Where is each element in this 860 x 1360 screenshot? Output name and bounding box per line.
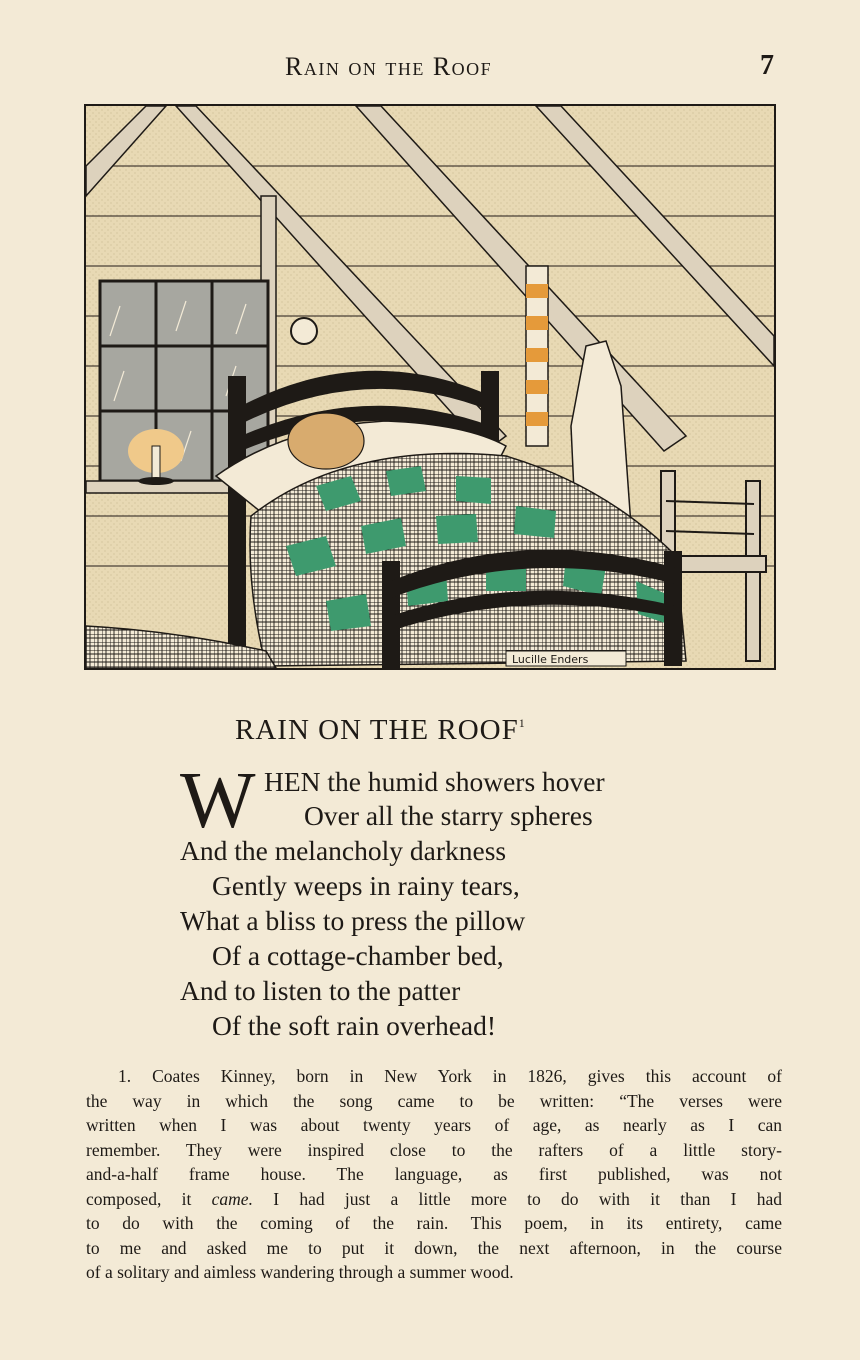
poem-line-7: And to listen to the patter: [180, 975, 461, 1006]
drop-cap: W: [180, 757, 256, 845]
poem-title: [235, 714, 526, 747]
poem-line-3: And the melancholy darkness: [180, 835, 507, 866]
poem-line-5: What a bliss to press the pillow: [180, 905, 526, 936]
poem-title-text: RAIN ON THE ROOF: [235, 714, 519, 746]
footnote-line-mixed: [86, 1187, 782, 1212]
footnote-line: written when I was about twenty years of age, as nearly as I can: [86, 1115, 782, 1135]
hanging-scarf: [526, 266, 548, 446]
poem-line-1: HEN the humid showers hover: [264, 766, 605, 797]
running-title: Rain on the Roof: [285, 52, 493, 81]
footnote-line: 1. Coates Kinney, born in New York in 1826, gives this account of: [118, 1066, 782, 1086]
signature-text: Lucille Enders: [512, 653, 589, 666]
illustration-attic-bedroom: [84, 104, 776, 670]
footnote-line: remember. They were inspired close to the rafters of a little story-: [86, 1139, 782, 1160]
footnote-italic-came: came.: [211, 1188, 253, 1209]
footnote-line: of a solitary and aimless wandering through a summer wood.: [86, 1262, 514, 1282]
sleeper-head: [288, 413, 364, 469]
running-head: [0, 52, 860, 86]
footnote: [86, 1064, 782, 1285]
footnote-line: the way in which the song came to be written: “The verses were: [86, 1090, 782, 1111]
footnote-marker: 1: [518, 716, 526, 730]
poem-line-8: Of the soft rain overhead!: [212, 1010, 497, 1041]
footnote-line: to do with the coming of the rain. This poem, in its entirety, came: [86, 1213, 782, 1233]
footnote-fragment: I had just a little more to do with it than I had: [273, 1188, 783, 1209]
poem-line-4: Gently weeps in rainy tears,: [212, 870, 520, 901]
artist-signature: [506, 651, 626, 666]
poem-line-6: Of a cottage-chamber bed,: [212, 940, 504, 971]
footnote-line: and-a-half frame house. The language, as first published, was not: [86, 1164, 782, 1184]
footnote-line: to me and asked me to put it down, the next afternoon, in the course: [86, 1237, 782, 1258]
attic-scene-svg: [86, 106, 774, 668]
wall-plate: [291, 318, 317, 344]
poem-line-2: Over all the starry spheres: [304, 800, 593, 831]
page-number: 7: [760, 50, 774, 81]
footnote-fragment: composed, it: [86, 1188, 192, 1209]
